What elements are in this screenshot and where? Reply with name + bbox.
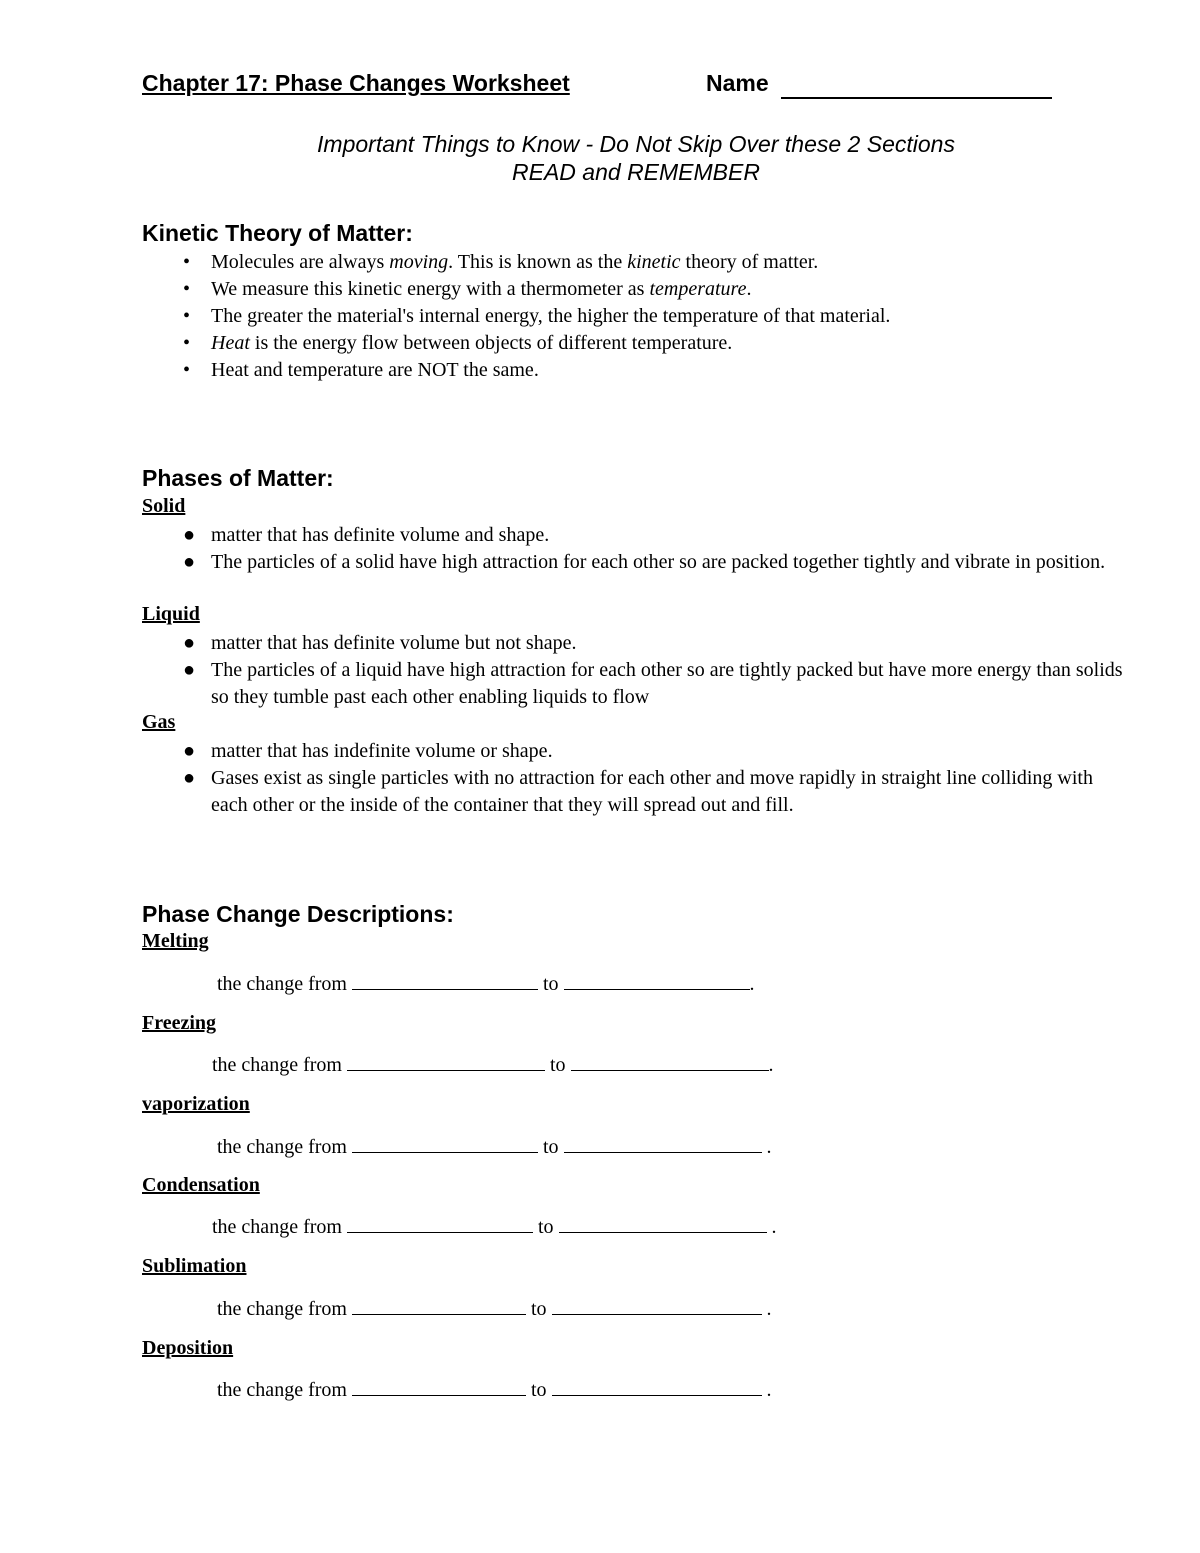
bullet-icon: • — [183, 359, 191, 381]
bullet-icon: ● — [183, 632, 196, 654]
worksheet-title: Chapter 17: Phase Changes Worksheet — [142, 70, 570, 96]
text: . — [768, 1054, 774, 1076]
text: . — [746, 278, 752, 300]
condensation-label: Condensation — [142, 1174, 260, 1196]
kinetic-bullet — [142, 303, 1132, 330]
phases-heading: Phases of Matter: — [142, 465, 334, 491]
changes-heading: Phase Change Descriptions: — [142, 901, 454, 927]
text: to — [542, 973, 559, 995]
from-blank[interactable] — [352, 971, 538, 990]
text: . — [766, 1379, 772, 1401]
text: matter that has indefinite volume or shape. — [211, 740, 553, 762]
to-blank[interactable] — [552, 1377, 762, 1396]
gas-bullet — [142, 765, 1132, 819]
text: to — [537, 1216, 554, 1238]
solid-bullet — [142, 522, 1132, 549]
kinetic-bullet — [142, 330, 1132, 357]
vaporization-label: vaporization — [142, 1093, 250, 1115]
text: . — [771, 1216, 777, 1238]
text: Heat and temperature are NOT the same. — [211, 359, 539, 381]
text: . — [766, 1298, 772, 1320]
to-blank[interactable] — [559, 1214, 767, 1233]
vaporization-description — [217, 1134, 772, 1159]
text: the change from — [217, 1379, 347, 1401]
condensation-description — [212, 1214, 777, 1239]
liquid-bullet — [142, 630, 1132, 657]
text: theory of matter. — [680, 251, 819, 273]
name-input-line[interactable] — [781, 97, 1052, 99]
text: matter that has definite volume but not shape. — [211, 632, 577, 654]
from-blank[interactable] — [352, 1134, 538, 1153]
liquid-bullet — [142, 657, 1132, 711]
text: the change from — [217, 973, 347, 995]
bullet-icon: • — [183, 278, 191, 300]
from-blank[interactable] — [352, 1377, 526, 1396]
freezing-label: Freezing — [142, 1012, 217, 1034]
bullet-icon: ● — [183, 524, 196, 546]
bullet-icon: ● — [183, 659, 196, 681]
solid-bullet — [142, 549, 1132, 576]
bullet-icon: • — [183, 305, 191, 327]
freezing-description — [212, 1052, 774, 1077]
from-blank[interactable] — [347, 1052, 545, 1071]
sublimation-label: Sublimation — [142, 1255, 247, 1277]
text: the change from — [212, 1054, 342, 1076]
to-blank[interactable] — [564, 1134, 762, 1153]
text: . This is known as the — [448, 251, 628, 273]
emphasis: Heat — [211, 332, 250, 354]
text: The particles of a liquid have high attraction for each other so are tightly packed but have more energy than solids so they tumble past each other enabling liquids to flow — [211, 659, 1123, 708]
deposition-label: Deposition — [142, 1337, 234, 1359]
text: to — [530, 1379, 547, 1401]
gas-list — [142, 738, 1132, 819]
solid-list — [142, 522, 1132, 576]
bullet-icon: • — [183, 251, 191, 273]
text: Molecules are always — [211, 251, 390, 273]
text: The particles of a solid have high attraction for each other so are packed together tightly and vibrate in position. — [211, 551, 1106, 573]
gas-bullet — [142, 738, 1132, 765]
text: the change from — [217, 1298, 347, 1320]
text: to — [530, 1298, 547, 1320]
text: We measure this kinetic energy with a thermometer as — [211, 278, 650, 300]
emphasis: moving — [389, 251, 449, 273]
text: Gases exist as single particles with no attraction for each other and move rapidly in straight line colliding with each other or the inside of the container that they will spread out and fill. — [211, 767, 1093, 816]
bullet-icon: ● — [183, 767, 196, 789]
emphasis: temperature — [649, 278, 747, 300]
kinetic-bullet — [142, 357, 1132, 384]
intro-line-2: READ and REMEMBER — [512, 159, 760, 185]
text: matter that has definite volume and shape. — [211, 524, 550, 546]
text: the change from — [217, 1136, 347, 1158]
from-blank[interactable] — [352, 1296, 526, 1315]
to-blank[interactable] — [571, 1052, 769, 1071]
to-blank[interactable] — [564, 971, 750, 990]
text: . — [766, 1136, 772, 1158]
deposition-description — [217, 1377, 772, 1402]
liquid-label: Liquid — [142, 603, 200, 625]
sublimation-description — [217, 1296, 772, 1321]
text: to — [549, 1054, 566, 1076]
text: The greater the material's internal energy, the higher the temperature of that material. — [211, 305, 891, 327]
to-blank[interactable] — [552, 1296, 762, 1315]
bullet-icon: ● — [183, 740, 196, 762]
text: to — [542, 1136, 559, 1158]
intro-line-1: Important Things to Know - Do Not Skip Over these 2 Sections — [317, 131, 955, 157]
bullet-icon: • — [183, 332, 191, 354]
text: is the energy flow between objects of different temperature. — [249, 332, 733, 354]
gas-label: Gas — [142, 711, 176, 733]
melting-description — [217, 971, 755, 996]
kinetic-list — [142, 249, 1132, 384]
from-blank[interactable] — [347, 1214, 533, 1233]
kinetic-bullet — [142, 276, 1132, 303]
emphasis: kinetic — [627, 251, 681, 273]
melting-label: Melting — [142, 930, 209, 952]
bullet-icon: ● — [183, 551, 196, 573]
name-label: Name — [706, 70, 769, 96]
text: the change from — [212, 1216, 342, 1238]
text: . — [749, 973, 755, 995]
solid-label: Solid — [142, 495, 186, 517]
liquid-list — [142, 630, 1132, 711]
kinetic-bullet — [142, 249, 1132, 276]
kinetic-heading: Kinetic Theory of Matter: — [142, 220, 413, 246]
